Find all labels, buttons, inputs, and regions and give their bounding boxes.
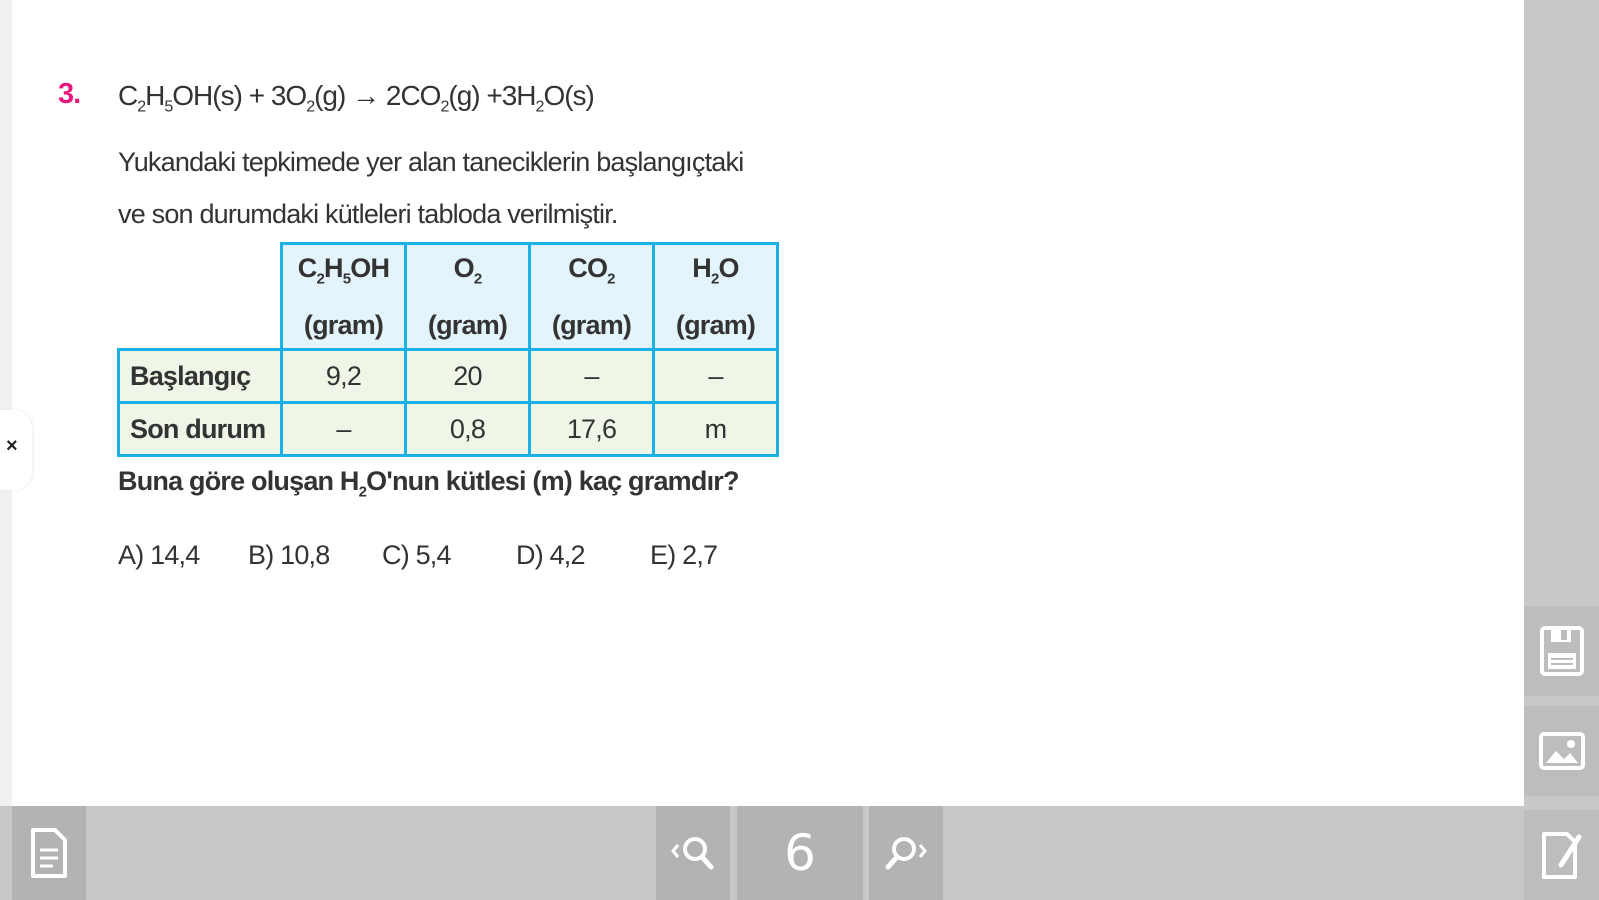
header-carbon-dioxide: $CO_2$ (gram) xyxy=(530,244,654,350)
image-button[interactable] xyxy=(1524,706,1599,796)
answer-option-c[interactable]: C) 5,4 xyxy=(382,540,451,570)
mass-table xyxy=(117,242,779,457)
answer-option-e[interactable]: E) 2,7 xyxy=(650,540,718,570)
zoom-out-button[interactable] xyxy=(656,806,730,900)
image-icon xyxy=(1538,731,1586,771)
table-cell: 9,2 xyxy=(282,350,406,403)
answer-option-d[interactable]: D) 4,2 xyxy=(516,540,585,570)
zoom-in-button[interactable] xyxy=(869,806,943,900)
page-number: 6 xyxy=(784,824,816,882)
document-icon xyxy=(29,826,69,880)
edit-note-button[interactable] xyxy=(1524,810,1599,900)
table-cell: 17,6 xyxy=(530,403,654,456)
zoom-out-icon xyxy=(669,831,717,875)
row-label-initial: Başlangıç xyxy=(119,350,282,403)
question-number: 3. xyxy=(58,78,81,110)
save-button[interactable] xyxy=(1524,606,1599,696)
reaction-equation: $C_2H_5OH(s) + 3O_2(g) \to 2CO_2(g) +3H_2O(s)$ xyxy=(118,80,594,116)
table-cell: 20 xyxy=(406,350,530,403)
table-cell: – xyxy=(530,350,654,403)
table-corner xyxy=(119,244,282,350)
table-row xyxy=(119,350,778,403)
answer-option-b[interactable]: B) 10,8 xyxy=(248,540,330,570)
page-indicator[interactable] xyxy=(737,806,863,900)
edit-note-icon xyxy=(1539,829,1585,881)
left-edge xyxy=(0,0,12,806)
document-button[interactable] xyxy=(12,806,86,900)
table-header-row xyxy=(119,244,778,350)
answer-option-a[interactable]: A) 14,4 xyxy=(118,540,200,570)
intro-line-2: ve son durumdaki kütleleri tabloda verilmiştir. xyxy=(118,199,618,229)
table-cell: 0,8 xyxy=(406,403,530,456)
table-row xyxy=(119,403,778,456)
question-prompt: Buna göre oluşan $H_2O'nun$ kütlesi (m) kaç gramdır? xyxy=(118,466,739,501)
table-cell: – xyxy=(654,350,778,403)
header-water: $H_2O$ (gram) xyxy=(654,244,778,350)
header-ethanol: $C_2H_5OH$ (gram) xyxy=(282,244,406,350)
header-oxygen: $O_2$ (gram) xyxy=(406,244,530,350)
row-label-final: Son durum xyxy=(119,403,282,456)
save-icon xyxy=(1539,625,1585,677)
close-icon[interactable]: × xyxy=(6,435,18,457)
question-intro xyxy=(118,136,818,240)
zoom-in-icon xyxy=(882,831,930,875)
table-cell: – xyxy=(282,403,406,456)
table-cell: m xyxy=(654,403,778,456)
intro-line-1: Yukandaki tepkimede yer alan taneciklerin başlangıçtaki xyxy=(118,147,744,177)
